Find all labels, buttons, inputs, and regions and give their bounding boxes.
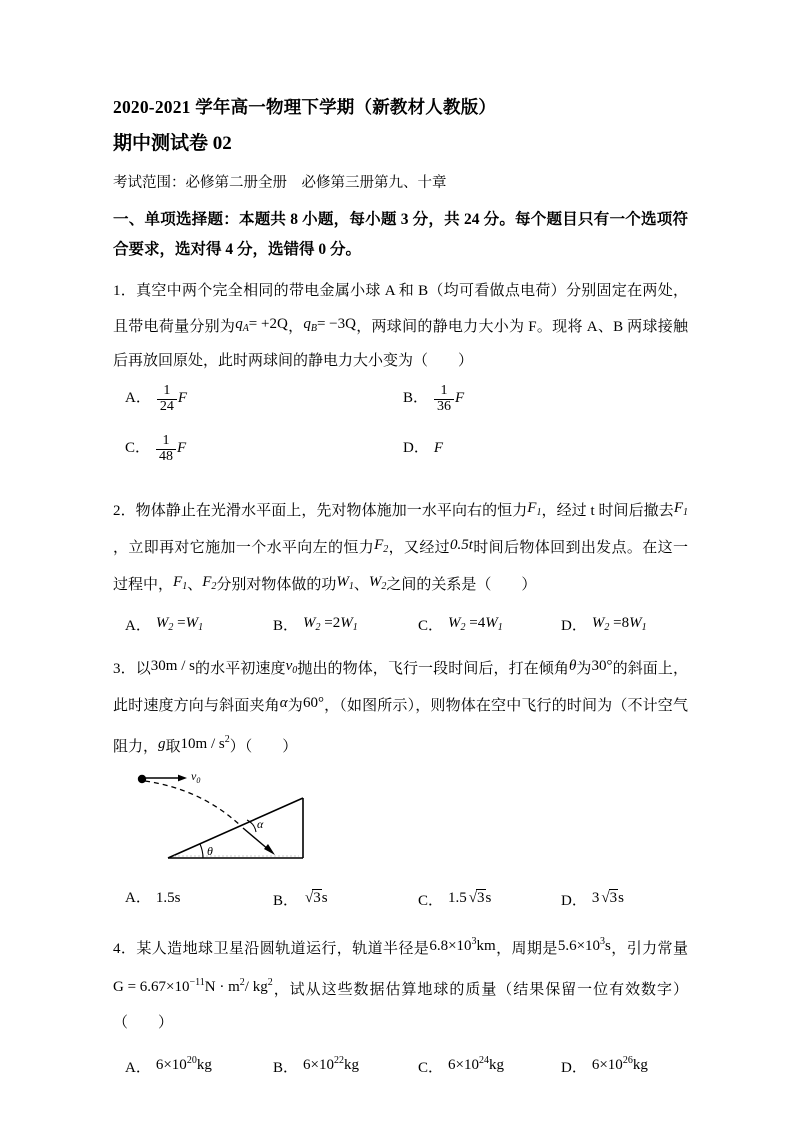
question-4-text-a: 某人造地球卫星沿圆轨道运行，轨道半径是: [136, 941, 430, 957]
option-value: $6\times 10^{26}kg$: [591, 1055, 648, 1073]
question-4-period: $5.6\times 10^3s$: [557, 936, 611, 954]
projectile-incline-diagram: [123, 766, 423, 878]
launch-point-dot: [138, 775, 146, 783]
question-1-charge-b: $q_B= -3Q$: [303, 316, 356, 334]
option-label: A．: [125, 390, 151, 406]
section-heading: 一、单项选择题：本题共 8 小题，每小题 3 分，共 24 分。每个题目只有一个选项符合要求，选对得 4 分，选错得 0 分。: [113, 211, 688, 258]
question-3-alpha-symbol: α: [279, 695, 288, 711]
incline-triangle: [168, 798, 303, 858]
option-value: $W_2 =8W_1$: [591, 615, 647, 633]
option-label: D．: [561, 1060, 587, 1076]
question-2-force-2: $F_2$: [374, 537, 389, 555]
question-3-g-symbol: g: [158, 736, 166, 752]
option-label: B．: [273, 1060, 299, 1076]
option-value: 3 √3s: [591, 890, 624, 906]
question-4-text-c: ，引力常量: [610, 941, 688, 957]
question-3-option-d[interactable]: [561, 882, 624, 918]
page-content: [113, 92, 688, 1077]
question-3-number: 3．: [113, 661, 136, 677]
alpha-label: α: [257, 817, 264, 831]
option-label: C．: [125, 440, 151, 456]
question-2-work-1: $W_1$: [336, 574, 354, 592]
question-1-number: 1．: [113, 283, 137, 299]
projectile-trajectory: [145, 781, 241, 826]
exam-scope: 考试范围：必修第二册全册 必修第三册第九、十章: [113, 175, 447, 191]
option-value: $\frac{1}{48}$ F: [155, 432, 186, 465]
question-2-work-2: $W_2$: [368, 574, 387, 592]
question-2-force-2b: $F_2$: [202, 574, 217, 592]
question-1-option-a[interactable]: [125, 382, 187, 415]
question-1-text-a: 真空中两个完全相同的带电金属小球 A 和 B（均可看做点电荷）分别固定在两处，且带电荷量分别为: [113, 283, 688, 335]
question-2-option-d[interactable]: [561, 607, 647, 644]
option-label: A．: [125, 1060, 151, 1076]
question-4-orbit-radius: $6.8\times 10^3km$: [429, 936, 496, 954]
question-3-text-e: 的斜面上，此时速度方向与斜面夹角: [113, 661, 688, 714]
question-3-option-c[interactable]: [418, 882, 491, 918]
question-4-text-d: ，试从这些数据估算地球的质量（结果保留一位有效数字）（ ）: [113, 982, 688, 1031]
question-2-force-1c: $F_1$: [173, 574, 188, 592]
question-4-option-a[interactable]: [125, 1044, 212, 1085]
option-value: √3s: [305, 890, 328, 906]
option-value: $W_2 =W_1$: [155, 615, 204, 633]
question-3-option-a[interactable]: [125, 882, 180, 915]
question-1-charge-a: $q_A= +2Q$: [235, 316, 288, 334]
question-4-option-d[interactable]: [561, 1044, 648, 1085]
question-3-initial-speed: 30m / s: [150, 658, 195, 674]
option-value: $\frac{1}{36}$ F: [433, 382, 464, 415]
question-3-text-d: 为: [576, 661, 592, 677]
question-1-option-c[interactable]: [125, 432, 186, 465]
option-label: D．: [561, 893, 587, 909]
question-2-option-a[interactable]: [125, 607, 203, 644]
question-2-number: 2．: [113, 503, 136, 519]
question-4-option-b[interactable]: [273, 1044, 359, 1085]
question-2-force-1: $F_1$: [527, 500, 542, 518]
question-2-text-f: 、: [187, 577, 203, 593]
question-3-theta-symbol: θ: [568, 658, 577, 674]
question-2-text-a: 物体静止在光滑水平面上，先对物体施加一水平向右的恒力: [135, 503, 528, 519]
question-2-options-row: [113, 607, 688, 640]
question-3-alpha-value: 60°: [302, 695, 324, 711]
question-4-options-row: [113, 1044, 688, 1077]
option-label: D．: [561, 618, 587, 634]
option-label: C．: [418, 1060, 444, 1076]
question-2: [113, 492, 688, 603]
question-4-gravitational-constant: $G = 6.67\times 10^{-11}N \cdot m^2/$ $kg^2$: [113, 977, 273, 995]
question-3-text-f: 为: [287, 698, 303, 714]
question-1-options: [113, 382, 688, 482]
option-value: $6\times 10^{24}kg$: [448, 1055, 504, 1073]
question-4-number: 4．: [113, 941, 137, 957]
option-value: $6\times 10^{20}kg$: [155, 1055, 212, 1073]
option-label: B．: [273, 618, 299, 634]
question-3-options: [113, 882, 688, 915]
question-3-g-value: $10m / s^2$: [180, 734, 230, 752]
question-3-figure-wrap: [113, 766, 688, 878]
impact-velocity-arrow: [243, 828, 275, 855]
question-1-option-d[interactable]: [403, 432, 443, 465]
question-3: [113, 650, 688, 764]
v0-label: $v_0$: [191, 769, 201, 785]
question-2-text-e: 时间后物体回到出发点。在这一过程中，: [113, 540, 688, 593]
option-value: $W_2 =2W_1$: [303, 615, 358, 633]
question-2-text-c: ，立即再对它施加一个水平向左的恒力: [113, 540, 375, 556]
question-2-text-h: 、: [353, 577, 369, 593]
question-2-text-d: ，又经过: [388, 540, 451, 556]
option-label: B．: [273, 893, 299, 909]
question-4: [113, 925, 688, 1040]
question-3-option-b[interactable]: [273, 882, 328, 918]
question-1-option-b[interactable]: [403, 382, 464, 415]
question-3-text-i: ）（ ）: [229, 739, 298, 755]
question-3-text-a: 以: [135, 661, 151, 677]
option-label: A．: [125, 618, 151, 634]
question-3-v0-symbol: $v_0$: [285, 658, 298, 676]
option-value: 1.5s: [155, 890, 181, 906]
v0-velocity-arrow: [146, 775, 187, 782]
option-value: 1.5 √3s: [448, 890, 492, 906]
question-2-text-g: 分别对物体做的功: [216, 577, 337, 593]
option-label: C．: [418, 893, 444, 909]
option-label: B．: [403, 390, 429, 406]
page-title: 2020-2021 学年高一物理下学期（新教材人教版）: [113, 97, 497, 117]
question-4-option-c[interactable]: [418, 1044, 504, 1085]
question-2-options: [113, 607, 688, 640]
question-1-options-row-1: [113, 382, 688, 432]
question-3-text-b: 的水平初速度: [194, 661, 286, 677]
question-2-text-b: ，经过 t 时间后撤去: [541, 503, 674, 519]
option-value: $\frac{1}{24}$ F: [156, 382, 187, 415]
question-2-text-i: 之间的关系是（ ）: [386, 577, 537, 593]
page-subtitle: 期中测试卷 02: [113, 133, 232, 154]
question-3-theta-value: 30°: [591, 658, 613, 674]
question-1-options-row-2: [113, 432, 688, 482]
question-1-text-b: ，两球间的静电力大小为 F。现将 A、B 两球接触后再放回原处，此时两球间的静电力大小变为（ ）: [113, 319, 688, 369]
question-1: 1．真空中两个完全相同的带电金属小球 A 和 B（均可看做点电荷）分别固定在两处，且带电荷量分别为$q_A= +2Q$，$q_B= -3Q$，两球间的静电力大小为 F。现将 A、B 两球接触后再放回原处，此时两球间的静电力大小变为（ ）: [113, 283, 688, 369]
question-4-options: [113, 1044, 688, 1077]
question-3-options-row: [113, 882, 688, 915]
question-4-text-b: ，周期是: [495, 941, 558, 957]
question-2-option-c[interactable]: [418, 607, 503, 644]
theta-angle-arc: [200, 844, 203, 858]
question-3-text-c: 抛出的物体，飞行一段时间后，打在倾角: [297, 661, 569, 677]
question-2-half-t: 0.5t: [450, 537, 473, 553]
option-label: D．: [403, 440, 429, 456]
question-2-force-1b: $F_1$: [673, 500, 688, 518]
option-value: $6\times 10^{22}kg$: [303, 1055, 359, 1073]
option-label: C．: [418, 618, 444, 634]
option-value: F: [433, 440, 444, 456]
theta-label: θ: [207, 844, 213, 858]
option-label: A．: [125, 890, 151, 906]
question-3-text-h: 取: [165, 739, 181, 755]
question-2-option-b[interactable]: [273, 607, 358, 644]
option-value: $W_2 =4W_1$: [448, 615, 503, 633]
question-3-text-g: ，（如图所示），则物体在空中飞行的时间为（不计空气阻力，: [113, 698, 688, 755]
